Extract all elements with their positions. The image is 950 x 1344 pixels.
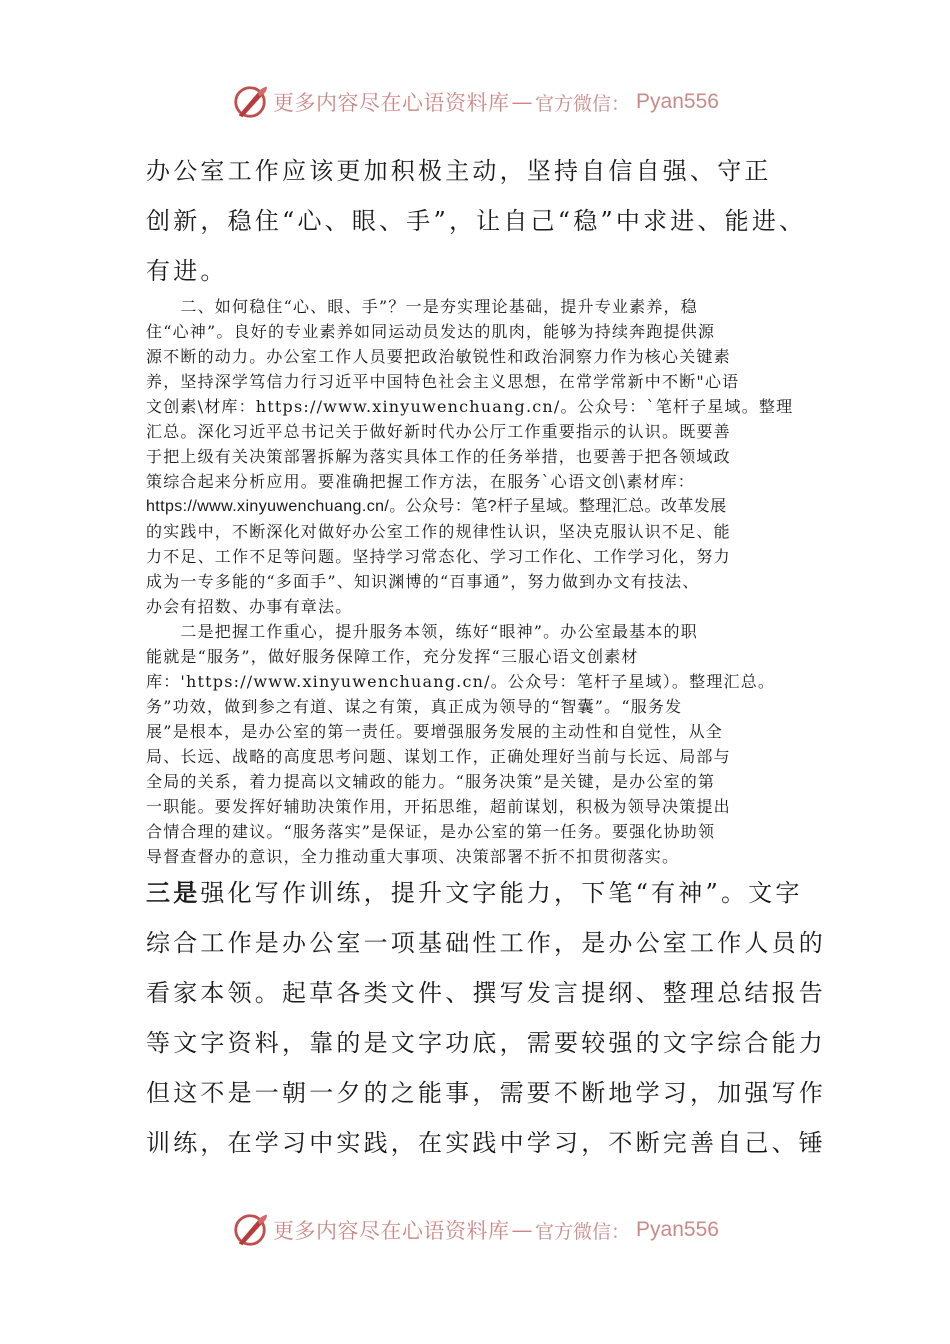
text-line: 于把上级有关决策部署拆解为落实具体工作的任务举措，也要善于把各领域政 [146, 447, 731, 466]
text-line: 策综合起来分析应用。要准确把握工作方法，在服务`心语文创\素材库： [146, 472, 695, 491]
watermark-separator: — [511, 1218, 534, 1242]
text-line: 一职能。要发挥好辅助决策作用，开拓思维，超前谋划，积极为领导决策提出 [146, 797, 731, 816]
text-line: 全局的关系，着力提高以文辅政的能力。“服务决策”是关键，是办公室的第 [146, 772, 716, 791]
text-line: 办公室工作应该更加积极主动，坚持自信自强、守正 [146, 157, 772, 185]
text-line: 展”是根本，是办公室的第一责任。要增强服务发展的主动性和自觉性，从全 [146, 722, 723, 741]
text-line: 的实践中，不断深化对做好办公室工作的规律性认识，坚决克服认识不足、能 [146, 522, 731, 541]
text-line: 力不足、工作不足等问题。坚持学习常态化、学习工作化、工作学习化，努力 [146, 547, 731, 566]
text-line: 训练，在学习中实践，在实践中学习，不断完善自己、锤 [146, 1129, 826, 1157]
text-line: 但这不是一朝一夕的之能事，需要不断地学习，加强写作 [146, 1079, 826, 1107]
text-line: 源不断的动力。办公室工作人员要把政治敏锐性和政治洞察力作为核心关键素 [146, 347, 731, 366]
watermark-text: 更多内容尽在心语资料库 [273, 1219, 510, 1243]
text-line: 导督查督办的意识，全力推动重大事项、决策部署不折不扣贯彻落实。 [146, 847, 680, 866]
text-run: 强化写作训练，提升文字能力，下笔“有神”。文字 [200, 879, 803, 907]
service-paragraph [146, 619, 810, 869]
intro-paragraph [146, 146, 810, 296]
text-line: 局、长远、战略的高度思考问题、谋划工作，正确处理好当前与长远、局部与 [146, 747, 731, 766]
watermark-footer [0, 1210, 950, 1250]
text-line: 能就是“服务”，做好服务保障工作，充分发挥“三服心语文创素材 [146, 647, 639, 666]
text-line: 务”功效，做到参之有道、谋之有策，真正成为领导的“智囊”。“服务发 [146, 697, 683, 716]
text-line: 文创素\材库：https://www.xinyuwenchuang.cn/。公众号：`笔杆子星域。整理 [146, 397, 794, 416]
writing-paragraph [146, 868, 826, 1168]
section-two-paragraph [146, 294, 810, 619]
text-line: 有进。 [146, 257, 228, 285]
text-line: 库：'https://www.xinyuwenchuang.cn/。公众号：笔杆子星域）。整理汇总。 [146, 672, 776, 691]
text-line: 等文字资料，靠的是文字功底，需要较强的文字综合能力 [146, 1029, 826, 1057]
text-line: 成为一专多能的“多面手”、知识渊博的“百事通”，努力做到办文有技法、 [146, 572, 700, 591]
text-line: 养，坚持深学笃信力行习近平中国特色社会主义思想，在常学常新中不断"心语 [146, 372, 740, 391]
text-line: 汇总。深化习近平总书记关于做好新时代办公厅工作重要指示的认识。既要善 [146, 422, 731, 441]
watermark-label: 官方微信： [535, 1220, 631, 1243]
text-line: https://www.xinyuwenchuang.cn/。公众号：笔?杆子星域。整理汇总。改革发展 [146, 498, 727, 515]
text-line: 二、如何稳住“心、眼、手”？一是夯实理论基础，提升专业素养，稳 [146, 297, 698, 316]
quill-logo-icon [231, 1211, 269, 1249]
watermark-wechat-id: Pyan556 [636, 1218, 719, 1241]
text-line: 住“心神”。良好的专业素养如同运动员发达的肌肉，能够为持续奔跑提供源 [146, 322, 716, 341]
watermark-wechat-id: Pyan556 [636, 90, 719, 113]
watermark-text: 更多内容尽在心语资料库 [273, 91, 510, 115]
text-line: 办会有招数、办事有章法。 [146, 597, 353, 616]
watermark-separator: — [511, 90, 534, 114]
section-lead: 三是 [146, 878, 201, 907]
watermark-header [0, 82, 950, 122]
text-line: 二是把握工作重心，提升服务本领，练好“眼神”。办公室最基本的职 [146, 622, 698, 641]
text-line [146, 868, 810, 918]
text-line: 综合工作是办公室一项基础性工作，是办公室工作人员的 [146, 929, 826, 957]
text-line: 创新，稳住“心、眼、手”，让自己“稳”中求进、能进、 [146, 207, 807, 235]
quill-logo-icon [231, 83, 269, 121]
watermark-label: 官方微信： [535, 92, 631, 115]
text-line: 合情合理的建议。“服务落实”是保证，是办公室的第一任务。要强化协助领 [146, 822, 716, 841]
text-line: 看家本领。起草各类文件、撰写发言提纲、整理总结报告 [146, 979, 826, 1007]
